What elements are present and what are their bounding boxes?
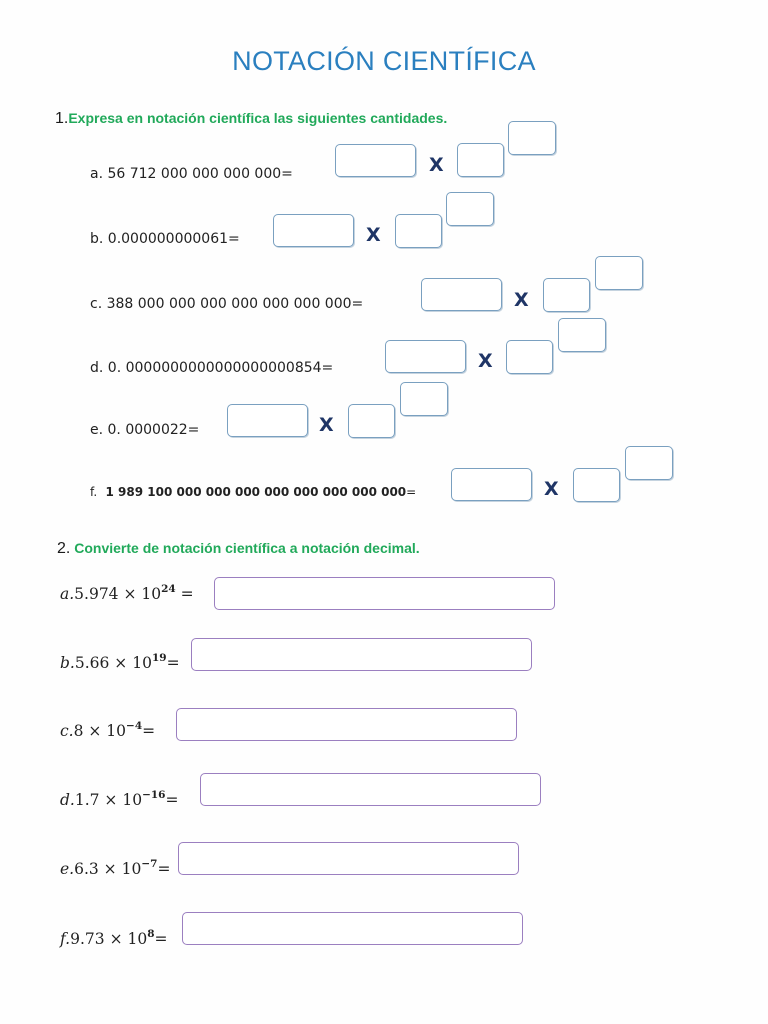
item-d-times-sign: X — [478, 350, 493, 372]
conv-d-answer-input[interactable] — [200, 773, 541, 806]
conv-e-equals: = — [157, 860, 171, 879]
item-b-coefficient-input[interactable] — [273, 214, 354, 247]
conv-a-label — [60, 584, 194, 603]
conv-a-equals: = — [175, 585, 194, 604]
item-f-times-sign: X — [544, 478, 559, 500]
conv-e-letter: e. — [60, 860, 75, 879]
section-2-instruction: Convierte de notación científica a notación decimal. — [74, 540, 420, 556]
conv-f-exponent: 8 — [147, 928, 155, 940]
section-1-instruction: Expresa en notación científica las siguientes cantidades. — [68, 110, 448, 126]
item-d-exponent-input[interactable] — [558, 318, 606, 352]
conv-a-exponent: 24 — [161, 583, 176, 595]
item-a-label: a. 56 712 000 000 000 000= — [90, 166, 293, 182]
item-f-number: 1 989 100 000 000 000 000 000 000 000 000 — [105, 485, 407, 499]
item-d-label: d. 0. 0000000000000000000854= — [90, 360, 334, 376]
conv-e-exponent: −7 — [141, 858, 158, 870]
conv-a-mantissa: 5.974 × 10 — [74, 585, 162, 604]
section-2-heading — [57, 540, 420, 558]
item-c-coefficient-input[interactable] — [421, 278, 502, 311]
conv-f-equals: = — [154, 930, 168, 949]
item-a-times-sign: X — [429, 154, 444, 176]
conv-b-equals: = — [166, 654, 180, 673]
conv-d-letter: d. — [60, 791, 75, 810]
conv-a-answer-input[interactable] — [214, 577, 555, 610]
item-d-coefficient-input[interactable] — [385, 340, 466, 373]
conv-a-letter: a. — [60, 585, 75, 604]
section-1-number: 1. — [55, 110, 69, 127]
item-f-base-input[interactable] — [573, 468, 620, 502]
item-f-label — [90, 485, 416, 499]
item-e-coefficient-input[interactable] — [227, 404, 308, 437]
item-f-exponent-input[interactable] — [625, 446, 673, 480]
conv-e-mantissa: 6.3 × 10 — [74, 860, 142, 879]
item-b-label: b. 0.000000000061= — [90, 231, 240, 247]
conv-d-exponent: −16 — [142, 789, 166, 801]
conv-f-letter: f. — [60, 930, 71, 949]
conv-d-mantissa: 1.7 × 10 — [74, 791, 143, 810]
item-e-exponent-input[interactable] — [400, 382, 448, 416]
conv-b-mantissa: 5.66 × 10 — [74, 654, 152, 673]
item-f-coefficient-input[interactable] — [451, 468, 532, 501]
conv-c-exponent: −4 — [126, 720, 143, 732]
item-f-letter: f. — [90, 485, 98, 499]
item-e-base-input[interactable] — [348, 404, 395, 438]
conv-f-answer-input[interactable] — [182, 912, 523, 945]
item-b-times-sign: X — [366, 224, 381, 246]
item-c-times-sign: X — [514, 289, 529, 311]
item-f-equals: = — [406, 485, 417, 499]
item-a-exponent-input[interactable] — [508, 121, 556, 155]
conv-d-equals: = — [165, 791, 179, 810]
conv-b-label — [60, 653, 180, 672]
item-a-coefficient-input[interactable] — [335, 144, 416, 177]
item-c-exponent-input[interactable] — [595, 256, 643, 290]
item-e-times-sign: X — [319, 414, 334, 436]
conv-f-mantissa: 9.73 × 10 — [70, 930, 148, 949]
page-title: NOTACIÓN CIENTÍFICA — [232, 46, 536, 76]
item-c-label: c. 388 000 000 000 000 000 000 000= — [90, 296, 364, 312]
conv-c-equals: = — [142, 722, 156, 741]
item-b-exponent-input[interactable] — [446, 192, 494, 226]
item-a-base-input[interactable] — [457, 143, 504, 177]
section-2-number: 2. — [57, 540, 71, 557]
item-c-base-input[interactable] — [543, 278, 590, 312]
conv-b-letter: b. — [60, 654, 75, 673]
item-d-base-input[interactable] — [506, 340, 553, 374]
conv-c-label — [60, 721, 155, 740]
conv-c-answer-input[interactable] — [176, 708, 517, 741]
conv-b-exponent: 19 — [151, 652, 167, 664]
conv-e-label — [60, 859, 170, 878]
conv-b-answer-input[interactable] — [191, 638, 532, 671]
conv-c-mantissa: 8 × 10 — [73, 722, 127, 741]
conv-e-answer-input[interactable] — [178, 842, 519, 875]
conv-d-label — [60, 790, 179, 809]
conv-f-label — [60, 929, 168, 948]
conv-c-letter: c. — [60, 722, 74, 741]
section-1-heading — [55, 110, 447, 128]
item-e-label: e. 0. 0000022= — [90, 422, 200, 438]
item-b-base-input[interactable] — [395, 214, 442, 248]
